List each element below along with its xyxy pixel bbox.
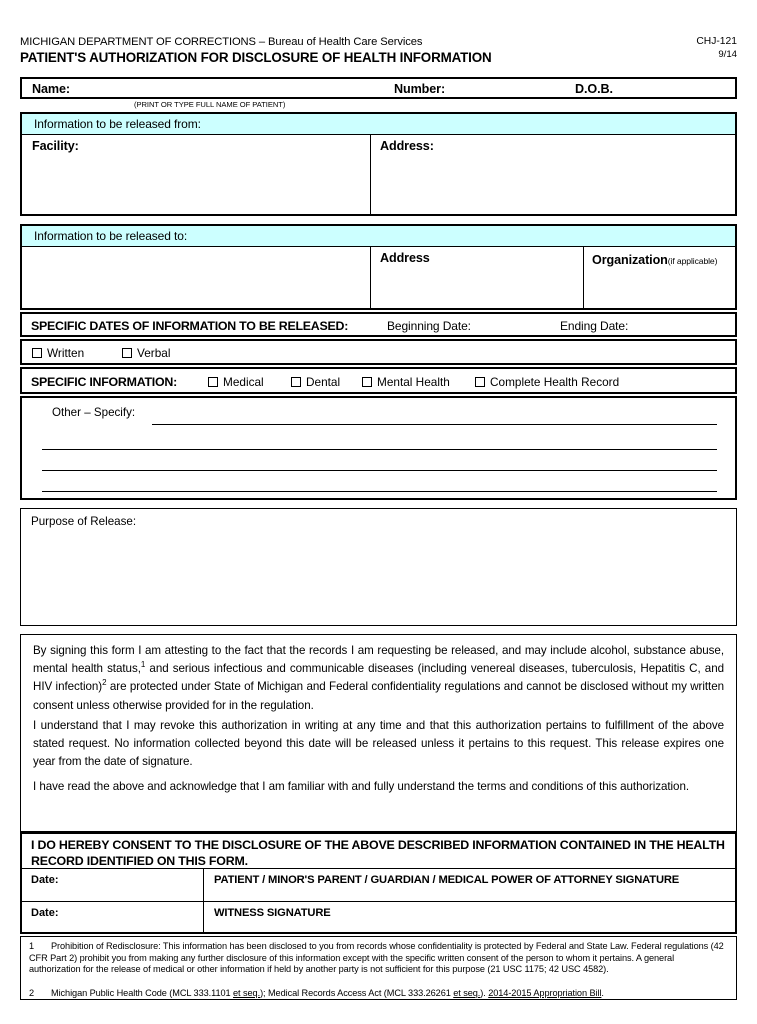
released-to-label: Information to be released to: (34, 229, 188, 243)
footnote-ref-2: 2 (102, 678, 107, 688)
column-divider-1 (370, 247, 371, 309)
signature-column-divider (203, 869, 204, 901)
checkbox-icon[interactable] (291, 377, 301, 387)
released-to-section (20, 224, 737, 310)
ending-date-input[interactable] (635, 317, 730, 335)
checkbox-complete-health-record-label: Complete Health Record (490, 375, 620, 389)
checkbox-mental-health-label: Mental Health (377, 375, 450, 389)
released-to-fields (22, 247, 735, 309)
footnote-2-cite-2: et seq. (453, 988, 481, 998)
other-specify-input-3[interactable] (42, 452, 717, 470)
facility-input[interactable] (24, 155, 368, 213)
footnotes-section (20, 936, 737, 1000)
print-name-note: (PRINT OR TYPE FULL NAME OF PATIENT) (134, 100, 286, 109)
consent-and-signature-section (20, 832, 737, 934)
footnote-2-cite-3: 2014-2015 Appropriation Bill (488, 988, 602, 998)
attestation-p1-part-c: are protected under State of Michigan and Federal confidentiality regulations and cannot be disclosed without my written consent unless otherwise provided for in the regulation. (33, 680, 724, 712)
recipient-address-label: Address (380, 251, 430, 265)
checkbox-verbal[interactable] (122, 346, 170, 360)
witness-date-label: Date: (31, 907, 59, 919)
checkbox-mental-health[interactable] (362, 375, 450, 389)
form-number: CHJ-121 (696, 36, 737, 47)
patient-date-input[interactable] (74, 871, 200, 897)
identity-row (20, 77, 737, 99)
attestation-paragraph-1 (33, 642, 724, 715)
footnote-2-part-c: ). (480, 988, 489, 998)
attestation-p1-part-a: By signing this form I am attesting to the fact that the records I am requesting be released, and may include alcohol, substance abuse, mental health status, (33, 644, 724, 676)
recipient-name-input[interactable] (24, 249, 368, 307)
purpose-of-release-input[interactable] (23, 533, 734, 623)
specific-dates-heading: SPECIFIC DATES OF INFORMATION TO BE RELEASED: (31, 319, 349, 333)
purpose-of-release-row (20, 508, 737, 626)
released-from-label: Information to be released from: (34, 117, 201, 131)
specific-dates-row (20, 312, 737, 337)
released-from-section (20, 112, 737, 216)
checkbox-dental-label: Dental (306, 375, 341, 389)
released-from-band (22, 114, 735, 135)
signature-column-divider (203, 902, 204, 934)
attestation-section (20, 634, 737, 832)
other-write-line-3 (42, 470, 717, 471)
organization-note: (if applicable) (667, 256, 718, 266)
attestation-paragraph-3: I have read the above and acknowledge that I am familiar with and fully understand the terms and conditions of this authorization. (33, 780, 690, 793)
checkbox-icon[interactable] (122, 348, 132, 358)
footnote-ref-1: 1 (140, 660, 146, 670)
facility-label: Facility: (32, 139, 79, 153)
form-number-block (696, 36, 737, 61)
beginning-date-label: Beginning Date: (387, 319, 471, 333)
other-write-line-2 (42, 449, 717, 450)
checkbox-written[interactable] (32, 346, 84, 360)
footnote-1-number: 1 (29, 941, 35, 951)
checkbox-written-label: Written (47, 346, 85, 360)
agency-line: MICHIGAN DEPARTMENT OF CORRECTIONS – Bureau of Health Care Services (20, 36, 423, 48)
recipient-organization-input[interactable] (585, 267, 733, 307)
checkbox-verbal-label: Verbal (137, 346, 171, 360)
purpose-of-release-label: Purpose of Release: (31, 515, 137, 528)
footnote-2-part-d: . (601, 988, 604, 998)
witness-signature-title: WITNESS SIGNATURE (214, 907, 331, 919)
number-label: Number: (394, 82, 446, 96)
checkbox-icon[interactable] (32, 348, 42, 358)
other-write-line-1 (152, 424, 717, 425)
consent-statement-row (22, 834, 735, 869)
checkbox-medical-label: Medical (223, 375, 264, 389)
released-to-band (22, 226, 735, 247)
checkbox-icon[interactable] (208, 377, 218, 387)
signature-row-patient (22, 869, 735, 902)
patient-date-label: Date: (31, 874, 59, 886)
form-revision-date: 9/14 (718, 48, 737, 60)
disclosure-method-row (20, 339, 737, 365)
specific-information-heading: SPECIFIC INFORMATION: (31, 375, 177, 389)
footnote-2 (29, 988, 728, 1000)
name-label: Name: (32, 82, 70, 96)
footnote-1-text: Prohibition of Redisclosure: This information has been disclosed to you from records whose confidentiality is protected by Federal and State Law. Federal regulations (42 CFR Part 2) prohibit you from making any further disclosure of this information except with the specific written consent of the person to whom it pertains. A general authorization for the release of medical or other information if held by another party is not sufficient for this purpose (21 USC 1175; 42 USC 4582). (29, 941, 724, 975)
checkbox-icon[interactable] (362, 377, 372, 387)
column-divider (370, 135, 371, 215)
released-from-fields (22, 135, 735, 215)
patient-signature-title: PATIENT / MINOR'S PARENT / GUARDIAN / MEDICAL POWER OF ATTORNEY SIGNATURE (214, 874, 680, 886)
specific-information-row (20, 367, 737, 394)
beginning-date-input[interactable] (474, 317, 554, 335)
other-specify-label: Other – Specify: (52, 406, 136, 419)
signature-row-witness (22, 902, 735, 934)
organization-label: Organization (592, 253, 668, 267)
other-specify-input-2[interactable] (42, 431, 717, 449)
footnote-2-part-b: ); Medical Records Access Act (MCL 333.26261 (260, 988, 454, 998)
patient-signature-input[interactable] (205, 887, 733, 899)
other-specify-row (20, 396, 737, 500)
other-specify-input-4[interactable] (42, 473, 717, 491)
witness-signature-input[interactable] (205, 920, 733, 932)
consent-statement: I DO HEREBY CONSENT TO THE DISCLOSURE OF THE ABOVE DESCRIBED INFORMATION CONTAINED IN THE HEALTH RECORD IDENTIFIED ON THIS FORM. (31, 838, 725, 868)
other-write-line-4 (42, 491, 717, 492)
checkbox-complete-health-record[interactable] (475, 375, 619, 389)
footnote-1 (29, 941, 728, 976)
other-specify-input-1[interactable] (152, 406, 717, 424)
page-title: PATIENT'S AUTHORIZATION FOR DISCLOSURE OF HEALTH INFORMATION (20, 50, 492, 65)
ending-date-label: Ending Date: (560, 319, 629, 333)
recipient-address-input[interactable] (372, 267, 581, 307)
address-input[interactable] (372, 155, 733, 213)
checkbox-dental[interactable] (291, 375, 340, 389)
attestation-paragraph-2: I understand that I may revoke this authorization in writing at any time and that this authorization pertains to fulfillment of the above stated request. No information collected beyond this date will be released unless it pertains to this request. This release expires one year from the date of signature. (33, 719, 724, 769)
witness-date-input[interactable] (74, 904, 200, 930)
column-divider-2 (583, 247, 584, 309)
attestation-p1-part-b: and serious infectious and communicable diseases (including venereal diseases, tuberculosis, Hepatitis C, and HIV infection) (33, 662, 724, 694)
footnote-2-cite-1: et seq. (233, 988, 261, 998)
address-label: Address: (380, 139, 434, 153)
footnote-2-part-a: Michigan Public Health Code (MCL 333.1101 (51, 988, 234, 998)
checkbox-medical[interactable] (208, 375, 264, 389)
footnote-2-number: 2 (29, 988, 35, 998)
checkbox-icon[interactable] (475, 377, 485, 387)
dob-label: D.O.B. (575, 82, 613, 96)
document-header (20, 36, 737, 66)
